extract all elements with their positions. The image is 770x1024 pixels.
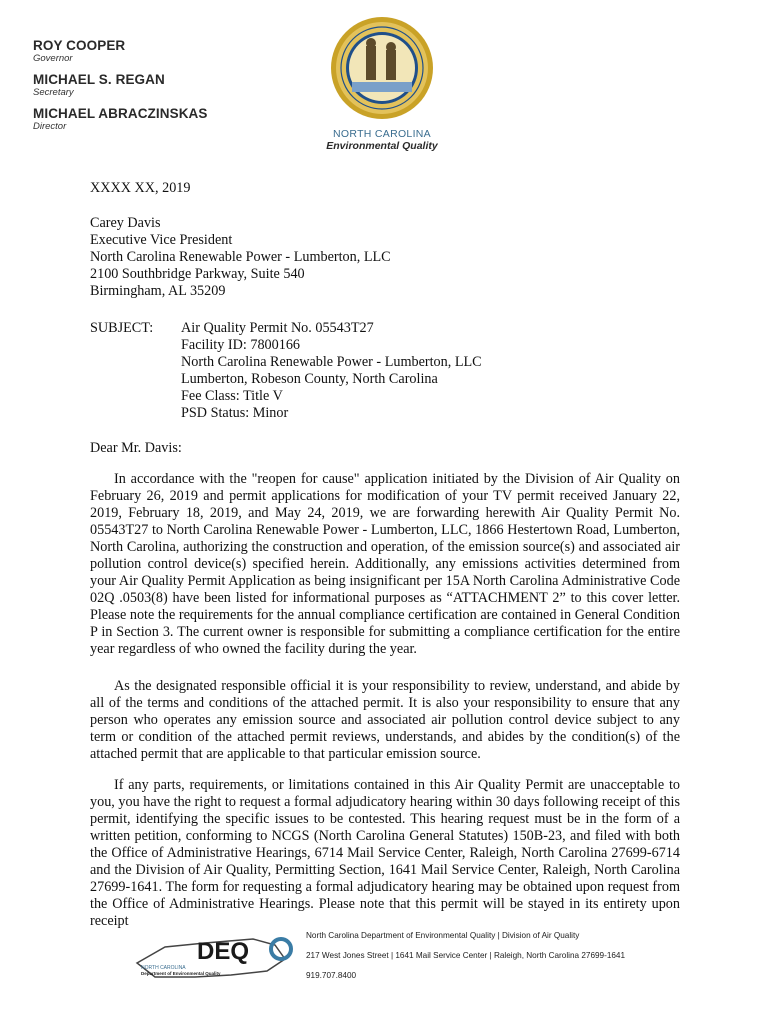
body-paragraph-1: In accordance with the "reopen for cause" application initiated by the Division of Air Quality on February 26, 2019 and permit applications for modification of your TV permit received January 22, 2019, February 18, 2019, and May 24, 2019, we are forwarding herewith Air Quality Permit No. 05543T27 to North Carolina Renewable Power - Lumberton, LLC, 1866 Hestertown Road, Lumberton, North Carolina, authorizing the construction and operation, of the emission source(s) and associated air pollution control device(s) specified herein. Additionally, any emissions activities determined from your Air Quality Permit Application as being insignificant per 15A North Carolina Administrative Code 02Q .0503(8) have been listed for informational purposes as “ATTACHMENT 2” to this cover letter. Please note the requirements for the annual compliance certification are contained in General Condition P in Section 3. The current owner is responsible for submitting a compliance certification for the entire year regardless of who owned the facility during the year.: [90, 471, 680, 657]
subject-line: Lumberton, Robeson County, North Carolina: [181, 371, 438, 387]
subject-line: PSD Status: Minor: [181, 405, 289, 421]
agency-line-2: Environmental Quality: [326, 140, 438, 152]
subject-line: Fee Class: Title V: [181, 388, 283, 404]
footer-line-1: North Carolina Department of Environmental Quality | Division of Air Quality: [306, 931, 580, 940]
salutation: Dear Mr. Davis:: [90, 440, 182, 456]
officials-block: [33, 38, 293, 140]
subject-line: Facility ID: 7800166: [181, 337, 301, 353]
official-title: Secretary: [33, 87, 74, 98]
body-paragraph-3: If any parts, requirements, or limitations contained in this Air Quality Permit are unacceptable to you, you have the right to request a formal adjudicatory hearing within 30 days following receipt of this permit, identifying the specific issues to be contested. This hearing request must be in the form of a written petition, conforming to NCGS (North Carolina General Statutes) 150B-23, and filed with both the Office of Administrative Hearings, 6714 Mail Service Center, Raleigh, North Carolina 27699-6714 and the Division of Air Quality, Permitting Section, 1641 Mail Service Center, Raleigh, North Carolina 27699-1641. The form for requesting a formal adjudicatory hearing may be obtained upon request from the Office of Administrative Hearings. Please note that this permit will be stayed in its entirety upon receipt: [90, 777, 680, 929]
official-name: ROY COOPER: [33, 38, 126, 53]
deq-logo-icon: [135, 925, 295, 985]
logo-sub-2: Department of Environmental Quality: [141, 971, 221, 976]
official-name: MICHAEL S. REGAN: [33, 72, 165, 87]
address-line: North Carolina Renewable Power - Lumberton, LLC: [90, 249, 391, 265]
subject-lines: [181, 320, 482, 421]
footer-contact: [306, 931, 625, 991]
agency-line-1: NORTH CAROLINA: [333, 128, 431, 140]
official-title: Governor: [33, 53, 73, 64]
address-line: Birmingham, AL 35209: [90, 283, 226, 299]
footer-line-3: 919.707.8400: [306, 971, 357, 980]
state-seal-icon: [330, 16, 434, 120]
agency-name: [312, 128, 452, 153]
logo-text: DEQ: [197, 938, 250, 965]
address-line: 2100 Southbridge Parkway, Suite 540: [90, 266, 305, 282]
address-line: Executive Vice President: [90, 232, 233, 248]
body-paragraph-2: As the designated responsible official it is your responsibility to review, understand, and abide by all of the terms and conditions of the attached permit. It is also your responsibility to ensure that any person who operates any emission source and associated air pollution control device subject to any term or condition of the attached permit reviews, understands, and abides by the condition(s) of the attached permit that are applicable to that particular emission source.: [90, 678, 680, 762]
footer-line-2: 217 West Jones Street | 1641 Mail Service Center | Raleigh, North Carolina 27699-1641: [306, 951, 626, 960]
official-title: Director: [33, 121, 67, 132]
subject-line: Air Quality Permit No. 05543T27: [181, 320, 374, 336]
recipient-address: [90, 215, 680, 300]
subject-line: North Carolina Renewable Power - Lumberton, LLC: [181, 354, 482, 370]
subject-label: SUBJECT:: [90, 320, 154, 336]
logo-sub-1: NORTH CAROLINA: [141, 965, 186, 971]
official-name: MICHAEL ABRACZINSKAS: [33, 106, 208, 121]
subject-block: [90, 320, 680, 421]
address-line: Carey Davis: [90, 215, 161, 231]
letter-date: XXXX XX, 2019: [90, 180, 191, 196]
